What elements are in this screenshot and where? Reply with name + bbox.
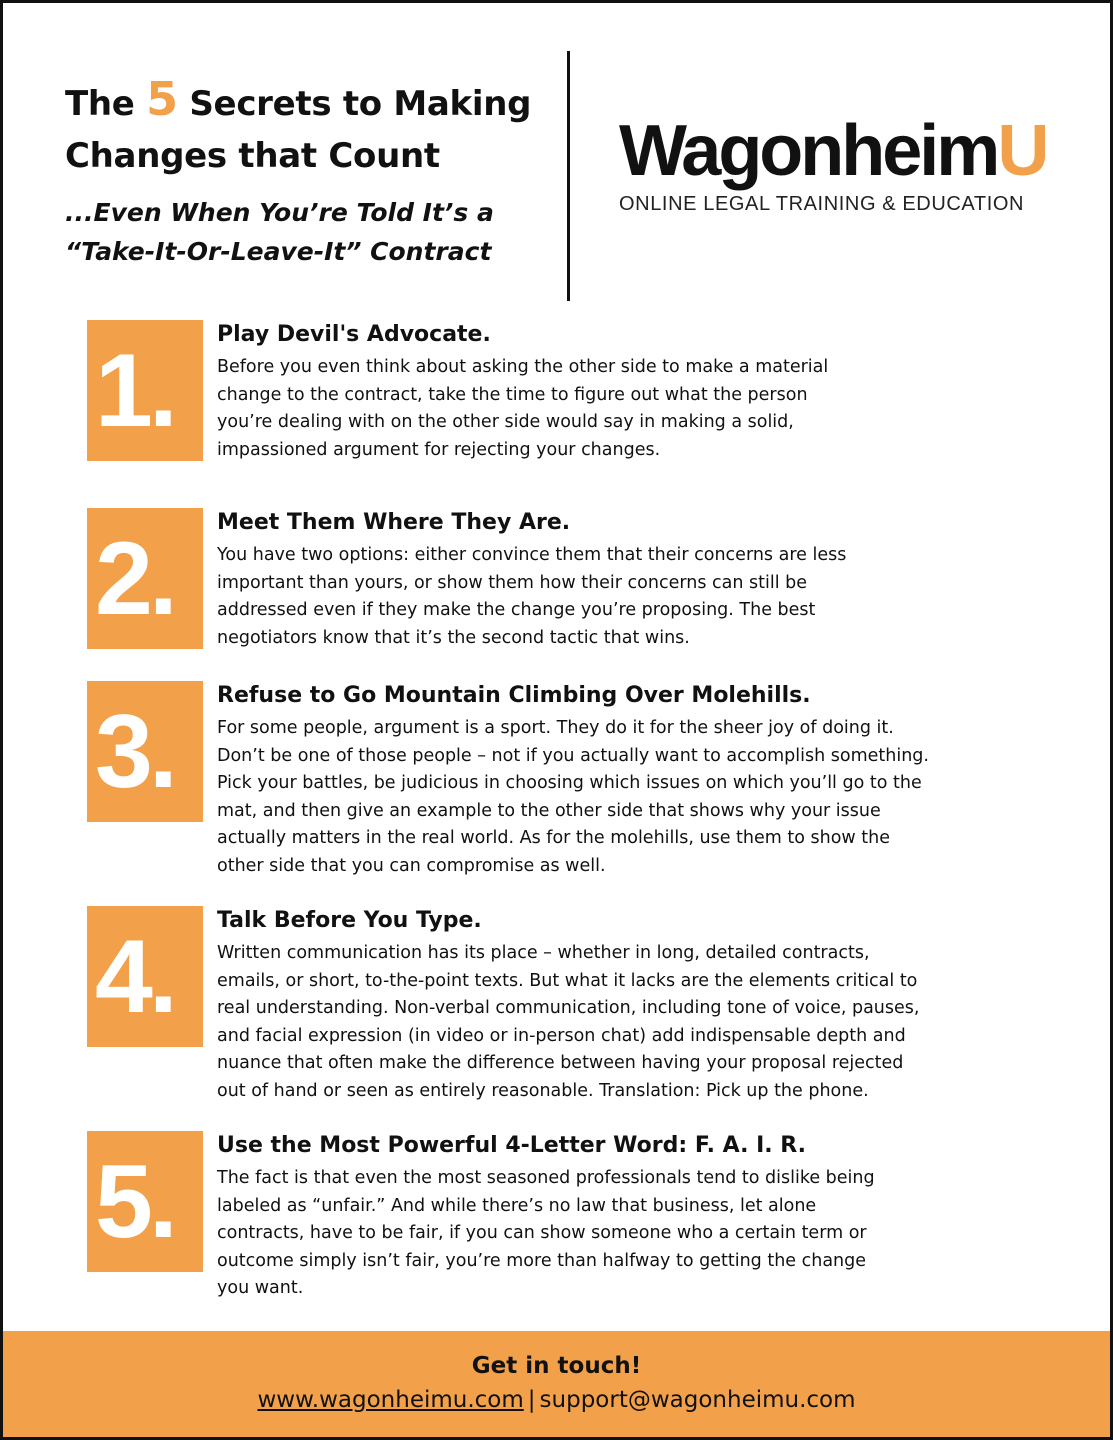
secret-body [217, 940, 1047, 1105]
secret-heading: Use the Most Powerful 4-Letter Word: F. A. I. R. [217, 1133, 807, 1158]
secret-heading: Refuse to Go Mountain Climbing Over Molehills. [217, 683, 811, 708]
title-prefix: The [65, 84, 135, 124]
title-line2: Changes that Count [65, 136, 440, 176]
body-line: negotiators know that it’s the second tactic that wins. [217, 627, 690, 648]
number-badge-text: 4. [95, 919, 174, 1035]
body-line: emails, or short, to-the-point texts. But what it lacks are the elements critical to [217, 970, 918, 991]
number-badge-text: 1. [95, 333, 174, 449]
secret-body [217, 354, 1047, 464]
page-subtitle [65, 193, 565, 271]
logo-wordmark [619, 111, 1059, 191]
body-line: You have two options: either convince them that their concerns are less [217, 545, 847, 565]
body-line: and facial expression (in video or in-person chat) add indispensable depth and [217, 1025, 906, 1046]
number-badge [87, 508, 203, 649]
body-line: impassioned argument for rejecting your changes. [217, 439, 661, 460]
brand-logo [619, 111, 1059, 216]
body-line: Pick your battles, be judicious in choosing which issues on which you’ll go to the [217, 773, 922, 793]
body-line: outcome simply isn’t fair, you’re more than halfway to getting the change [217, 1250, 867, 1271]
website-link[interactable]: www.wagonheimu.com [257, 1387, 524, 1413]
number-badge [87, 1131, 203, 1272]
header [3, 3, 1110, 313]
body-line: The fact is that even the most seasoned professionals tend to dislike being [217, 1168, 875, 1188]
secret-body [217, 542, 1047, 652]
body-line: change to the contract, take the time to figure out what the person [217, 384, 808, 405]
footer-contact [3, 1387, 1110, 1413]
body-line: other side that you can compromise as well. [217, 855, 606, 876]
body-line: important than yours, or show them how their concerns can still be [217, 572, 808, 593]
page-title [65, 73, 565, 182]
number-badge-text: 5. [95, 1144, 174, 1260]
number-badge [87, 320, 203, 461]
title-line1-suffix: Secrets to Making [189, 84, 532, 124]
footer-title: Get in touch! [471, 1353, 642, 1379]
number-badge-text: 2. [95, 521, 174, 637]
secret-heading: Meet Them Where They Are. [217, 510, 571, 535]
footer [3, 1331, 1110, 1440]
body-line: Before you even think about asking the other side to make a material [217, 357, 829, 377]
body-line: you’re dealing with on the other side would say in making a solid, [217, 412, 794, 432]
body-line: you want. [217, 1278, 304, 1298]
body-line: addressed even if they make the change you’re proposing. The best [217, 600, 816, 620]
body-line: real understanding. Non-verbal communication, including tone of voice, pauses, [217, 998, 920, 1018]
number-badge [87, 681, 203, 822]
body-line: actually matters in the real world. As for the molehills, use them to show the [217, 828, 891, 848]
body-line: contracts, have to be fair, if you can show someone who a certain term or [217, 1223, 867, 1243]
body-line: For some people, argument is a sport. They do it for the sheer joy of doing it. [217, 718, 894, 738]
number-badge [87, 906, 203, 1047]
logo-accent-letter: U [997, 111, 1047, 191]
body-line: nuance that often make the difference between having your proposal rejected [217, 1053, 904, 1073]
body-line: labeled as “unfair.” And while there’s no law that business, let alone [217, 1195, 817, 1216]
body-line: out of hand or seen as entirely reasonable. Translation: Pick up the phone. [217, 1080, 869, 1101]
subtitle-line1: ...Even When You’re Told It’s a [65, 198, 494, 227]
header-divider [567, 51, 570, 301]
secret-heading: Talk Before You Type. [217, 908, 482, 933]
title-number: 5 [146, 72, 178, 126]
body-line: Don’t be one of those people – not if you actually want to accomplish something. [217, 745, 929, 766]
logo-name: Wagonheim [619, 111, 998, 191]
secret-body [217, 1165, 1047, 1303]
body-line: Written communication has its place – whether in long, detailed contracts, [217, 943, 870, 963]
secret-heading: Play Devil's Advocate. [217, 322, 491, 347]
number-badge-text: 3. [95, 694, 174, 810]
support-email[interactable]: support@wagonheimu.com [539, 1387, 856, 1413]
subtitle-line2: “Take-It-Or-Leave-It” Contract [65, 237, 492, 266]
logo-tagline: ONLINE LEGAL TRAINING & EDUCATION [619, 193, 1025, 215]
secret-body [217, 715, 1047, 880]
contact-separator: | [527, 1387, 536, 1413]
body-line: mat, and then give an example to the other side that shows why your issue [217, 800, 881, 821]
